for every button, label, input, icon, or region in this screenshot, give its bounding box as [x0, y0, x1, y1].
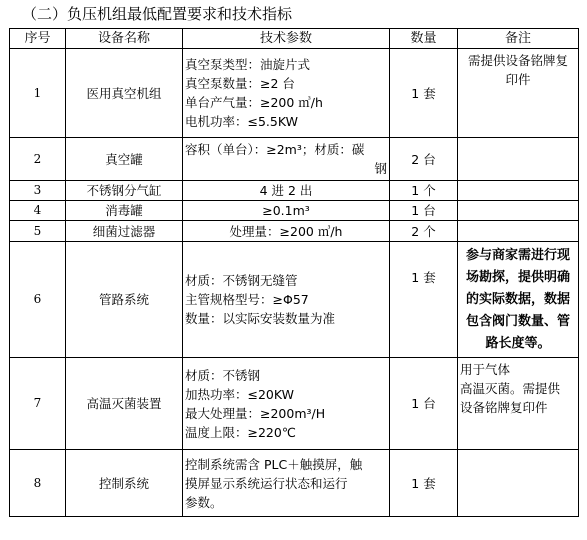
row-params: [183, 138, 390, 181]
header-params: 技术参数: [183, 29, 390, 49]
table-row: [10, 221, 579, 242]
row-params: [183, 242, 390, 358]
row-remark: [458, 450, 579, 517]
param-line: 容积（单台）：≥2m³；材质：碳: [185, 142, 365, 157]
param-line: 单台产气量：≥200 ㎥/h: [185, 95, 323, 110]
remark-line: 印件: [505, 72, 531, 87]
row-no: 5: [10, 221, 66, 242]
table-row: [10, 358, 579, 450]
remark-line: 用于气体: [460, 362, 511, 377]
row-params: 4 进 2 出: [183, 181, 390, 201]
param-line: 材质：不锈钢无缝管: [185, 273, 298, 288]
row-name: 细菌过滤器: [66, 221, 183, 242]
remark-line: 的实际数据，数据: [465, 291, 570, 307]
row-remark: [458, 221, 579, 242]
row-no: 8: [10, 450, 66, 517]
header-remark: 备注: [458, 29, 579, 49]
param-line: 摸屏显示系统运行状态和运行: [185, 475, 348, 491]
row-name: 消毒罐: [66, 201, 183, 221]
row-no: 2: [10, 138, 66, 181]
row-qty: 2 台: [390, 138, 458, 181]
row-qty: 1 套: [390, 49, 458, 138]
param-line: 电机功率：≤5.5KW: [185, 114, 298, 129]
row-remark: [458, 201, 579, 221]
table-row: [10, 181, 579, 201]
row-qty: 1 套: [390, 242, 458, 358]
remark-line: 场勘探，提供明确: [465, 269, 570, 285]
row-qty: 1 台: [390, 201, 458, 221]
remark-line: 需提供设备铭牌复: [467, 53, 568, 68]
row-no: 3: [10, 181, 66, 201]
section-title: （二）负压机组最低配置要求和技术指标: [22, 5, 293, 23]
table-row: [10, 49, 579, 138]
remark-line: 参与商家需进行现: [465, 247, 570, 263]
row-remark: [458, 181, 579, 201]
row-params: [183, 49, 390, 138]
row-name: 医用真空机组: [66, 49, 183, 138]
row-params: 处理量：≥200 ㎥/h: [183, 221, 390, 242]
param-line: 控制系统需含 PLC＋触摸屏，触: [185, 456, 363, 472]
config-table: [9, 28, 579, 517]
row-params: [183, 450, 390, 517]
table-row: [10, 138, 579, 181]
row-qty: 1 个: [390, 181, 458, 201]
table-row: [10, 450, 579, 517]
row-no: 1: [10, 49, 66, 138]
row-remark: [458, 242, 579, 358]
row-remark: [458, 358, 579, 450]
remark-line: 包含阀门数量、管: [465, 313, 570, 329]
row-remark: [458, 138, 579, 181]
row-params: ≥0.1m³: [183, 201, 390, 221]
table-row: [10, 242, 579, 358]
remark-line: 路长度等。: [485, 335, 551, 351]
row-qty: 2 个: [390, 221, 458, 242]
remark-line: 高温灭菌。需提供: [460, 381, 561, 396]
param-line: 加热功率：≤20KW: [185, 386, 294, 402]
param-line: 真空泵数量：≥2 台: [185, 76, 295, 91]
header-no: 序号: [10, 29, 66, 49]
param-line: 最大处理量：≥200m³/H: [185, 405, 326, 421]
table-row: [10, 201, 579, 221]
row-qty: 1 台: [390, 358, 458, 450]
param-line: 温度上限：≥220℃: [185, 424, 296, 440]
row-name: 不锈钢分气缸: [66, 181, 183, 201]
row-remark: [458, 49, 579, 138]
row-params: [183, 358, 390, 450]
param-line: 材质：不锈钢: [185, 367, 261, 383]
param-line: 参数。: [185, 494, 223, 510]
row-no: 6: [10, 242, 66, 358]
row-name: 控制系统: [66, 450, 183, 517]
param-line: 钢: [374, 161, 387, 176]
row-no: 4: [10, 201, 66, 221]
row-name: 高温灭菌装置: [66, 358, 183, 450]
row-name: 真空罐: [66, 138, 183, 181]
param-line: 真空泵类型：油旋片式: [185, 57, 311, 72]
row-qty: 1 套: [390, 450, 458, 517]
header-name: 设备名称: [66, 29, 183, 49]
table-header-row: [10, 29, 579, 49]
row-no: 7: [10, 358, 66, 450]
header-qty: 数量: [390, 29, 458, 49]
remark-line: 设备铭牌复印件: [460, 400, 548, 415]
param-line: 主管规格型号：≥Φ57: [185, 292, 309, 307]
row-name: 管路系统: [66, 242, 183, 358]
param-line: 数量：以实际安装数量为准: [185, 311, 336, 326]
